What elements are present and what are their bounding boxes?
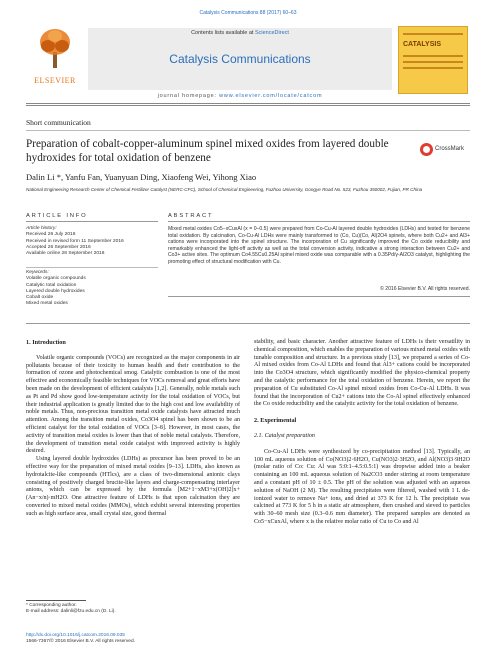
history-item: Accepted 26 September 2016 xyxy=(26,244,91,250)
left-column xyxy=(26,339,240,519)
crossmark-button[interactable] xyxy=(420,143,480,157)
header-rule xyxy=(26,103,470,104)
issn-line: 1566-7367/© 2016 Elsevier B.V. All rights reserved. xyxy=(26,639,135,645)
divider xyxy=(26,221,158,222)
page-footer xyxy=(26,633,240,645)
cover-stripe xyxy=(403,61,463,63)
contents-line xyxy=(88,30,392,36)
keywords xyxy=(26,270,158,308)
divider xyxy=(26,130,470,131)
sciencedirect-link[interactable]: ScienceDirect xyxy=(254,30,289,36)
cover-title: CATALYSIS xyxy=(403,41,441,48)
history-label: Article history: xyxy=(26,226,57,231)
author-email[interactable]: E-mail address: dalinli@fzu.edu.cn (D. Li). xyxy=(26,609,116,615)
journal-title: Catalysis Communications xyxy=(169,52,311,66)
history-item: Available online 28 September 2016 xyxy=(26,251,105,257)
contents-prefix: Contents lists available at xyxy=(191,30,255,36)
elsevier-logo xyxy=(28,22,82,92)
abstract-copyright: © 2016 Elsevier B.V. All rights reserved. xyxy=(380,286,470,292)
divider xyxy=(168,221,470,222)
journal-homepage xyxy=(88,93,392,99)
crossmark-icon xyxy=(420,143,433,156)
footnote xyxy=(26,603,240,615)
keyword: Mixed metal oxides xyxy=(26,301,68,307)
author-list: Dalin Li *, Yanfu Fan, Yuanyuan Ding, Xiaofeng Wei, Yihong Xiao xyxy=(26,172,257,182)
paragraph: stability, and basic character. Another attractive feature of LDHs is their versatility in chemical composition, which enables the preparation of various mixed metal oxides with tunable composition and structure. In a previous study [13], we prepared a series of Co-Al mixed oxides from Co-Al LDHs and found that Al3+ cations could be incorporated into the Co3O4 structure, which significantly modified the physico-chemical property and the catalytic performance for the total oxidation of benzene. Herein, we report the preparation of Cu substituted Co-Al spinel mixed oxides from Co-Cu-Al LDHs. It was found that the incorporation of Cu2+ cations into the Co-Al spinel effectively enhanced the Co oxide reducibility and the catalytic activity for the total oxidation of benzene. xyxy=(254,339,470,408)
divider xyxy=(26,323,470,324)
paragraph: Using layered double hydroxides (LDHs) as precursor has been proved to be an effective way for the preparation of mixed metal oxides [9–13]. LDHs, also known as hydrotalcite-like compounds (HTlcs), are a class of two-dimensional anionic clays consisting of positively charged brucite-like layers and charge-compensating interlayer anions, which can be expressed by the formula [M2+1−xM3+x(OH)2]x+(An−x/n)·mH2O. One attractive feature of LDHs is that upon calcination they are converted to mixed metal oxides (MMOs), which exhibit several interesting properties such as high surface area, small crystal size, good thermal xyxy=(26,456,240,517)
crossmark-label: CrossMark xyxy=(435,146,465,152)
keyword: Volatile organic compounds xyxy=(26,276,86,282)
section-title: 2. Experimental xyxy=(254,417,297,425)
history-item: Received 26 July 2016 xyxy=(26,232,76,238)
keyword: Catalytic total oxidation xyxy=(26,282,77,288)
cover-stripe xyxy=(403,67,463,69)
section-title: 1. Introduction xyxy=(26,339,66,346)
citation-line: Catalysis Communications 88 (2017) 60–63 xyxy=(199,10,297,16)
abstract-text: Mixed metal oxides Co5−xCuxAl (x = 0–0.5) were prepared from Co-Cu-Al layered double hydroxides (LDHs) and tested for benzene total oxidation. By calcination, Co-Cu-Al LDHs were mainly transformed to (Co, Cu)(Co, Al)2O4 spinels, where both Cu2+ and Al3+ cations were incorporated into the spinel structure. The incorporation of Cu significantly improved the Co oxide reducibility and remarkably enhanced the light-off activity as well as the total conversion activity, indicative a strong interaction between Cu2+ and Co3+ active sites. The optimum Co4.55Cu0.25Al spinel mixed oxide was comparable with a 0.35Pd/γ-Al2O3 catalyst, highlighting the promoting effect of structural modification with Cu. xyxy=(168,226,470,265)
abstract-heading: ABSTRACT xyxy=(168,213,214,219)
elsevier-tree-icon xyxy=(38,26,72,70)
article-history xyxy=(26,226,158,257)
divider xyxy=(26,267,158,268)
cover-stripe xyxy=(403,55,463,57)
keywords-label: Keywords: xyxy=(26,270,49,275)
affiliation: National Engineering Research Center of Chemical Fertilizer Catalyst (NERC-CFC), School of Chemical Engineering, Fuzhou University, Gongye Road No. 523, Fuzhou 350002, Fujian, PR China xyxy=(26,187,423,192)
subsection-title: 2.1. Catalyst preparation xyxy=(254,432,315,439)
divider xyxy=(168,296,470,297)
corresponding-author: * Corresponding author. xyxy=(26,603,77,608)
header-rule xyxy=(26,105,470,106)
journal-cover xyxy=(398,26,468,94)
paragraph: Co-Cu-Al LDHs were synthesized by co-precipitation method [13]. Typically, an 100 mL aqueous solution of Co(NO3)2·6H2O, Cu(NO3)2·3H2O, and Al(NO3)3·9H2O (molar ratio of Co: Cu: Al was 5:0:1–4.5:0.5:1) was dropwise added into a beaker containing an 100 mL aqueous solution of Na2CO3 under stirring at room temperature and a constant pH of 10 ± 0.5. The pH of the solution was adjusted with an aqueous solution of NaOH (2 M). The resulting precipitates were filtered, washed with 1 L de-ionized water to remove Na+ ions, and dried at 373 K for 12 h. The precipitate was calcined at 773 K for 5 h in a static air atmosphere, then crushed and sieved to particles with 30–60 mesh size (0.3–0.6 mm diameter). The prepared samples are denoted as Co5−xCuxAl, where x is the relative molar ratio of Cu to Co and Al xyxy=(254,448,470,525)
publisher-name: ELSEVIER xyxy=(34,76,76,85)
footnote-rule xyxy=(26,600,86,601)
article-type: Short communication xyxy=(26,118,91,127)
cover-stripe xyxy=(403,33,463,35)
journal-home-prefix: journal homepage: xyxy=(157,93,220,99)
paper-title: Preparation of cobalt-copper-aluminum spinel mixed oxides from layered double hydroxides for total oxidation of benzene xyxy=(26,138,389,164)
history-item: Received in revised form 11 September 2016 xyxy=(26,238,124,244)
journal-home-link[interactable]: www.elsevier.com/locate/catcom xyxy=(219,93,323,99)
doi-link[interactable]: http://dx.doi.org/10.1016/j.catcom.2016.09.035 xyxy=(26,633,125,638)
right-column xyxy=(254,339,470,527)
article-info-heading: ARTICLE INFO xyxy=(26,213,88,219)
keyword: Cobalt oxide xyxy=(26,295,54,301)
keyword: Layered double hydroxides xyxy=(26,288,85,294)
paragraph: Volatile organic compounds (VOCs) are recognized as the major components in air pollutants because of their toxicity to human health and their contribution to the formation of ozone and photochemical smog. Catalytic combustion is one of the most effective and economically feasible techniques for VOCs removal and great efforts have been made on the development of efficient catalysts [1,2]. Generally, noble metals such as Pt and Pd show good low-temperature activity for the total oxidation of VOCs, but their industrial application is greatly limited due to the high cost and low availability of noble metals. Thus, non-precious transition metal oxide catalysts have attracted much attention. Among the transition metal oxides, Co3O4 spinel has been shown to be an efficient catalyst for the total oxidation of VOCs [3–8]. However, in most cases, the activity of transition metal oxides is lower than that of noble metal catalysts. Therefore, the development of transition metal oxide catalyst with improved activity is highly desired. xyxy=(26,354,240,455)
